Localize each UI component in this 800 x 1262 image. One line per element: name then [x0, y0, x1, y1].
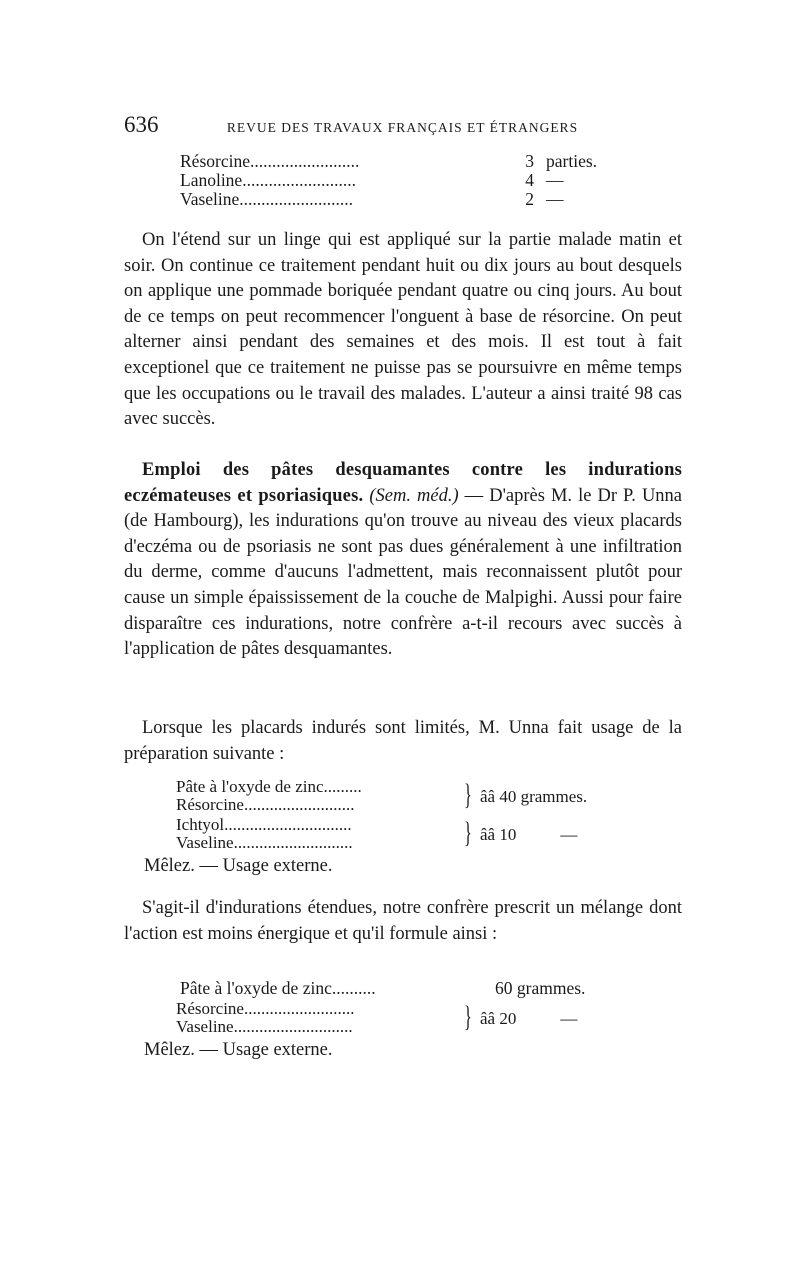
- section-desquamating-pastes: [124, 458, 682, 663]
- brace-symbol: }: [464, 1000, 472, 1033]
- recipe-row: [180, 152, 597, 171]
- qty-unit: —: [560, 1009, 578, 1028]
- ingredient-qty: 4: [525, 170, 534, 190]
- ingredient-name: Résorcine.........................: [180, 152, 360, 171]
- paragraph-extended-indurations: S'agit-il d'indurations étendues, notre confrère prescrit un mélange dont l'action est moins énergique et qu'il formule ainsi :: [124, 898, 682, 944]
- ingredient-unit: —: [546, 170, 564, 190]
- page-header: [124, 112, 619, 138]
- page-number: 636: [124, 112, 159, 137]
- usage-note: Mêlez. — Usage externe.: [144, 1040, 333, 1060]
- usage-note: Mêlez. — Usage externe.: [144, 856, 333, 876]
- recipe-row: [180, 190, 597, 209]
- ingredient-line: Résorcine..........................: [176, 1000, 355, 1018]
- ingredient-unit: —: [546, 189, 564, 209]
- qty-unit: grammes.: [520, 787, 588, 806]
- ingredient-line: Vaseline............................: [176, 834, 353, 852]
- ingredient-qty: 60: [495, 978, 513, 998]
- ingredient-line: Ichtyol..............................: [176, 816, 352, 834]
- recipe-row: [180, 171, 597, 190]
- section-source: (Sem. méd.): [369, 485, 459, 506]
- recipe-resorcine-ointment: [180, 152, 597, 209]
- paragraph-treatment: On l'étend sur un linge qui est appliqué sur la partie malade matin et soir. On continue ce traitement pendant huit ou dix jours au bout desquels on applique une pommade boriquée pendant quatre ou cinq jours. Au bout de ce temps on peut recommencer l'onguent à base de résorcine. On peut alterner ainsi pendant des semaines et des mois. Il est tout à fait exceptionel que ce traitement ne puisse pas se poursuivre en même temps que les occupations ou le travail des malades. L'auteur a ainsi traité 98 cas avec succès.: [124, 230, 682, 430]
- group-quantity: [480, 825, 577, 845]
- ingredient-unit: grammes.: [516, 978, 586, 998]
- ingredient-line: Vaseline............................: [176, 1018, 353, 1036]
- brace-symbol: }: [464, 816, 472, 849]
- qty-value: ââ 10: [480, 825, 517, 844]
- brace-symbol: }: [464, 778, 472, 811]
- ingredient-qty: 3: [525, 151, 534, 171]
- ingredient-name: Lanoline..........................: [180, 171, 356, 190]
- recipe2-group1: [176, 778, 588, 814]
- ingredient-unit: parties.: [546, 151, 598, 171]
- qty-value: ââ 40: [480, 787, 517, 806]
- section-body: — D'après M. le Dr P. Unna (de Hambourg), les indurations qu'on trouve au niveau des vieux placards d'eczéma ou de psoriasis ne sont pas dues généralement à une infiltration du derme, comme d'aucuns l'admettent, mais reconnaissent plutôt pour cause un simple épaississement de la couche de Malpighi. Aussi pour faire disparaître ces indurations, notre confrère a-t-il recours avec succès à l'application de pâtes desquamantes.: [124, 485, 683, 660]
- ingredient-name: Pâte à l'oxyde de zinc..........: [180, 978, 376, 998]
- ingredient-line: Pâte à l'oxyde de zinc.........: [176, 778, 362, 796]
- running-title: REVUE DES TRAVAUX FRANÇAIS ET ÉTRANGERS: [226, 120, 579, 135]
- ingredient-qty: 2: [525, 189, 534, 209]
- ingredient-name: Vaseline..........................: [180, 190, 354, 209]
- group-quantity: [480, 787, 587, 807]
- qty-value: ââ 20: [480, 1009, 517, 1028]
- recipe2-group2: [176, 816, 578, 852]
- recipe3-group: [176, 1000, 578, 1036]
- paragraph-limited-placards: Lorsque les placards indurés sont limités, M. Unna fait usage de la préparation suivante :: [124, 718, 682, 764]
- section-heading: Emploi des pâtes desquamantes contre les indurations eczémateuses et psoriasiques.: [124, 460, 682, 506]
- qty-unit: —: [560, 825, 578, 844]
- recipe3-single-row: [180, 978, 585, 999]
- group-quantity: [480, 1009, 577, 1029]
- ingredient-line: Résorcine..........................: [176, 796, 355, 814]
